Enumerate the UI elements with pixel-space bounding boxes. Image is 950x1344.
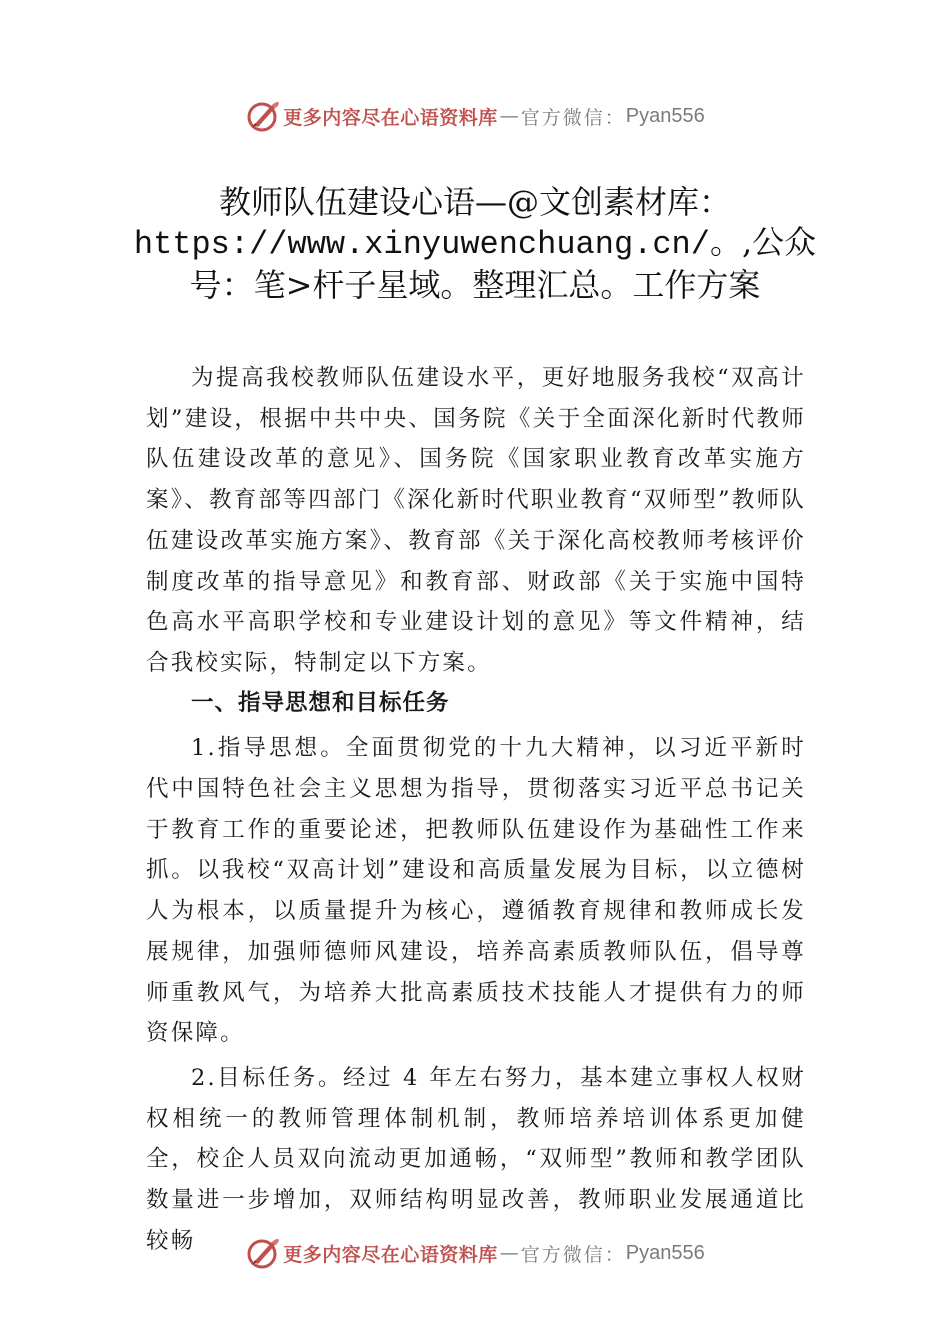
- watermark-dash: —: [499, 1242, 519, 1264]
- document-title: [120, 182, 830, 305]
- title-line-3: 号：笔>杆子星域。整理汇总。工作方案: [189, 266, 761, 304]
- header-watermark: [0, 96, 950, 136]
- quill-pen-logo-icon: [245, 98, 281, 134]
- title-line-2-rest: 。,公众: [709, 223, 817, 261]
- guiding-thought-paragraph: 1.指导思想。全面贯彻党的十九大精神，以习近平新时代中国特色社会主义思想为指导，贯彻落实习近平总书记关于教育工作的重要论述，把教师队伍建设作为基础性工作来抓。以我校“双高计划”建设和高质量发展为目标，以立德树人为根本，以质量提升为核心，遵循教育规律和教师成长发展规律，加强师德师风建设，培养高素质教师队伍，倡导尊师重教风气，为培养大批高素质技术技能人才提供有力的师资保障。: [146, 735, 806, 1047]
- title-line-2: [120, 222, 830, 265]
- watermark-brand: 更多内容尽在心语资料库: [283, 1243, 498, 1266]
- footer-watermark: [0, 1233, 950, 1273]
- section-heading: 一、指导思想和目标任务: [191, 689, 450, 716]
- watermark-wechat-id: Pyan556: [625, 104, 705, 127]
- document-body: [146, 358, 806, 1261]
- watermark-wechat-label: 官方微信：: [520, 106, 626, 129]
- intro-paragraph: 为提高我校教师队伍建设水平，更好地服务我校“双高计划”建设，根据中共中央、国务院《关于全面深化新时代教师队伍建设改革的意见》、国务院《国家职业教育改革实施方案》、教育部等四部门《深化新时代职业教育“双师型”教师队伍建设改革实施方案》、教育部《关于深化高校教师考核评价制度改革的指导意见》和教育部、财政部《关于实施中国特色高水平高职学校和专业建设计划的意见》等文件精神，结合我校实际，特制定以下方案。: [146, 365, 806, 676]
- title-line-1: 教师队伍建设心语—@文创素材库：: [218, 183, 731, 221]
- watermark-wechat-label: 官方微信：: [520, 1243, 626, 1266]
- watermark-brand: 更多内容尽在心语资料库: [283, 106, 498, 129]
- watermark-dash: —: [499, 105, 519, 127]
- title-url: https://www.xinyuwenchuang.cn/: [133, 226, 710, 263]
- watermark-wechat-id: Pyan556: [625, 1241, 705, 1264]
- quill-pen-logo-icon: [245, 1235, 281, 1271]
- target-task-paragraph: 2.目标任务。经过 4 年左右努力，基本建立事权人权财权相统一的教师管理体制机制，教师培养培训体系更加健全，校企人员双向流动更加通畅，“双师型”教师和教学团队数量进一步增加，双师结构明显改善，教师职业发展通道比较畅: [146, 1064, 806, 1254]
